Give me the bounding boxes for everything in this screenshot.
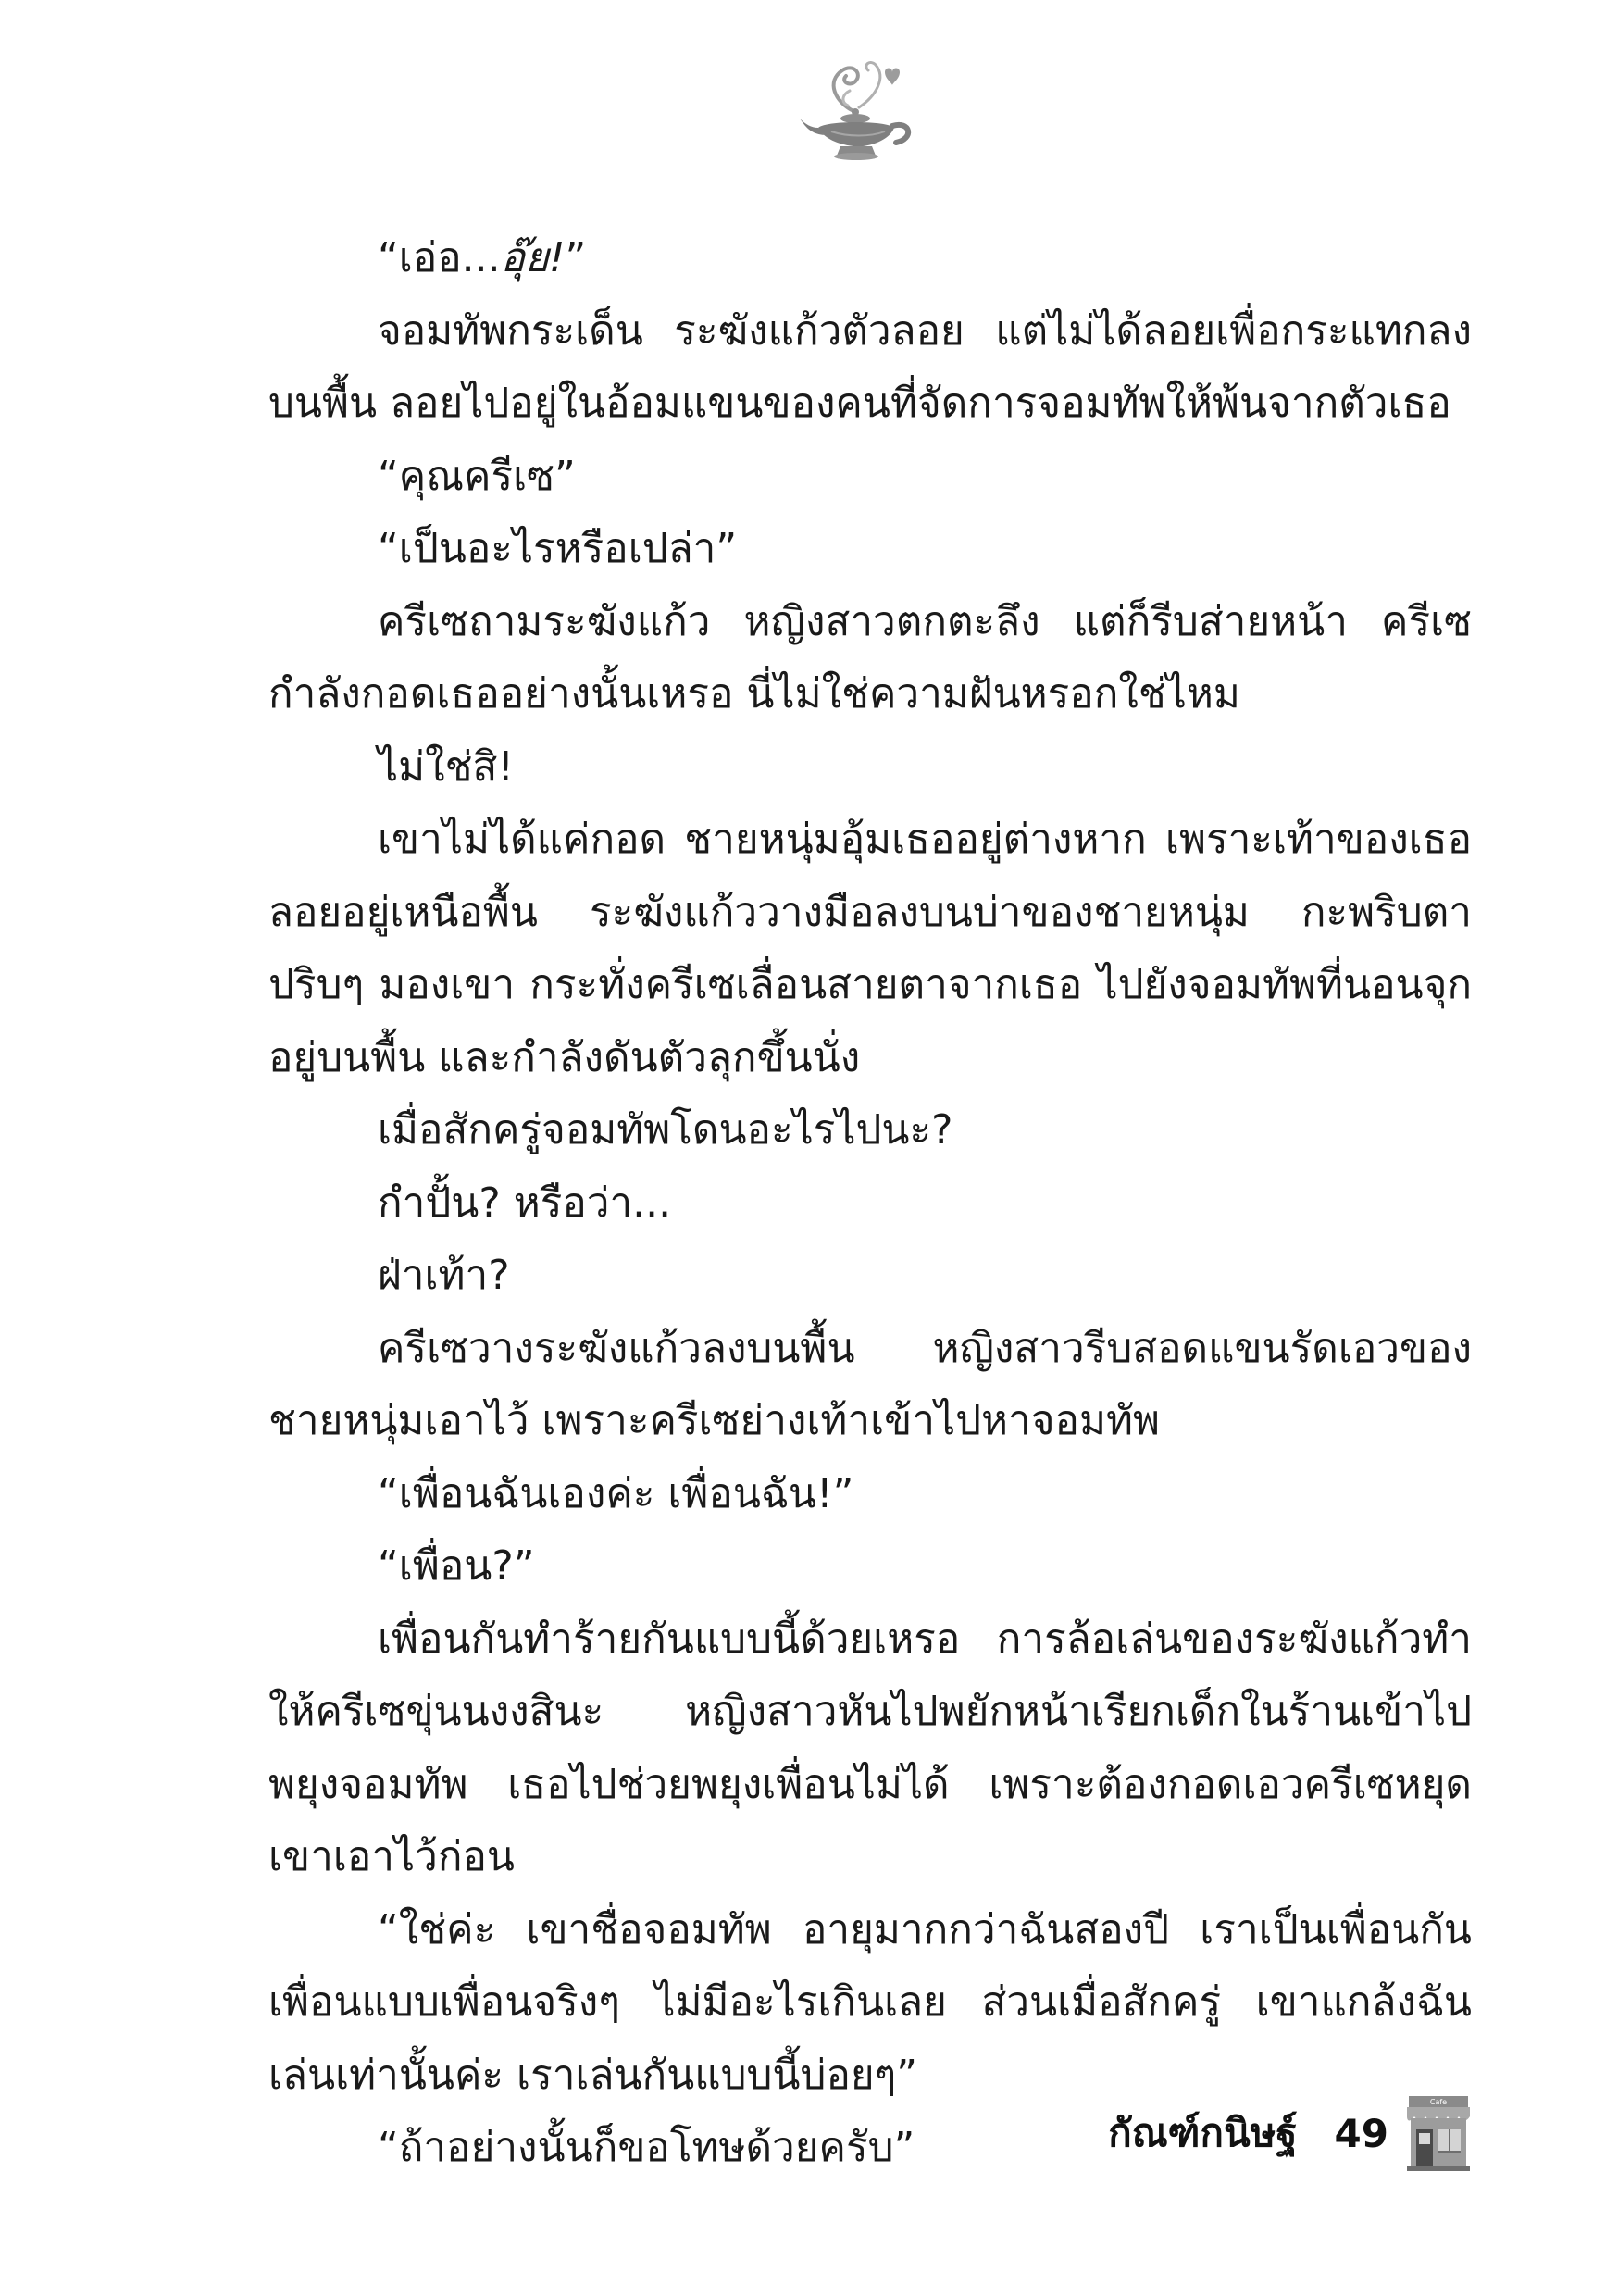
dialogue-line: “ถ้าอย่างนั้นก็ขอโทษด้วยครับ”	[378, 2124, 915, 2171]
paragraph: ครีเซถามระฆังแก้ว หญิงสาวตกตะลึง แต่ก็รีบส่ายหน้า ครีเซกำลังกอดเธออย่างนั้นเหรอ นี่ไม่ใช่ความฝันหรอกใช่ไหม	[268, 597, 1472, 718]
paragraph: ไม่ใช่สิ!	[378, 742, 514, 791]
dialogue-line: “เอ่อ...อุ๊ย!”	[378, 234, 587, 281]
dialogue-line: “เพื่อนฉันเองค่ะ เพื่อนฉัน!”	[378, 1469, 854, 1517]
dialogue-line: “คุณครีเซ”	[378, 452, 576, 500]
paragraph: ครีเซวางระฆังแก้วลงบนพื้น หญิงสาวรีบสอดแขนรัดเอวของชายหนุ่มเอาไว้ เพราะครีเซย่างเท้าเข้าไปหาจอมทัพ	[268, 1324, 1472, 1444]
paragraph: จอมทัพกระเด็น ระฆังแก้วตัวลอย แต่ไม่ได้ลอยเพื่อกระแทกลงบนพื้น ลอยไปอยู่ในอ้อมแขนของคนที่จัดการจอมทัพให้พ้นจากตัวเธอ	[268, 306, 1472, 427]
paragraph: เพื่อนกันทำร้ายกันแบบนี้ด้วยเหรอ การล้อเล่นของระฆังแก้วทำให้ครีเซขุ่นนงงสินะ หญิงสาวหันไปพยักหน้าเรียกเด็กในร้านเข้าไปพยุงจอมทัพ เธอไปช่วยพยุงเพื่อนไม่ได้ เพราะต้องกอดเอวครีเซหยุดเขาเอาไว้ก่อน	[268, 1615, 1472, 1880]
page-number: 49	[1334, 2110, 1388, 2156]
cafe-sign-text: Cafe	[1429, 2098, 1448, 2106]
paragraph: เมื่อสักครู่จอมทัพโดนอะไรไปนะ?	[378, 1106, 953, 1154]
author-name: กัณฑ์กนิษฐ์	[1108, 2110, 1298, 2155]
paragraph: เขาไม่ได้แค่กอด ชายหนุ่มอุ้มเธออยู่ต่างหาก เพราะเท้าของเธอลอยอยู่เหนือพื้น ระฆังแก้ววางมือลงบนบ่าของชายหนุ่ม กะพริบตาปริบๆ มองเขา กระทั่งครีเซเลื่อนสายตาจากเธอ ไปยังจอมทัพที่นอนจุกอยู่บนพื้น และกำลังดันตัวลุกขึ้นนั่ง	[268, 816, 1472, 1081]
chapter-text	[268, 222, 1472, 2185]
cafe-shop-icon	[1405, 2094, 1472, 2172]
dialogue-line: “ใช่ค่ะ เขาชื่อจอมทัพ อายุมากกว่าฉันสองปี เราเป็นเพื่อนกัน เพื่อนแบบเพื่อนจริงๆ ไม่มีอะไรเกินเลย ส่วนเมื่อสักครู่ เขาแกล้งฉันเล่นเท่านั้นค่ะ เราเล่นกันแบบนี้บ่อยๆ”	[268, 1905, 1472, 2099]
dialogue-line: “เป็นอะไรหรือเปล่า”	[378, 525, 738, 572]
dialogue-line: “เพื่อน?”	[378, 1542, 535, 1590]
paragraph: กำปั้น? หรือว่า...	[378, 1179, 672, 1227]
genie-lamp-icon	[798, 54, 916, 163]
paragraph: ฝ่าเท้า?	[378, 1252, 510, 1299]
page-footer	[1108, 2094, 1472, 2172]
